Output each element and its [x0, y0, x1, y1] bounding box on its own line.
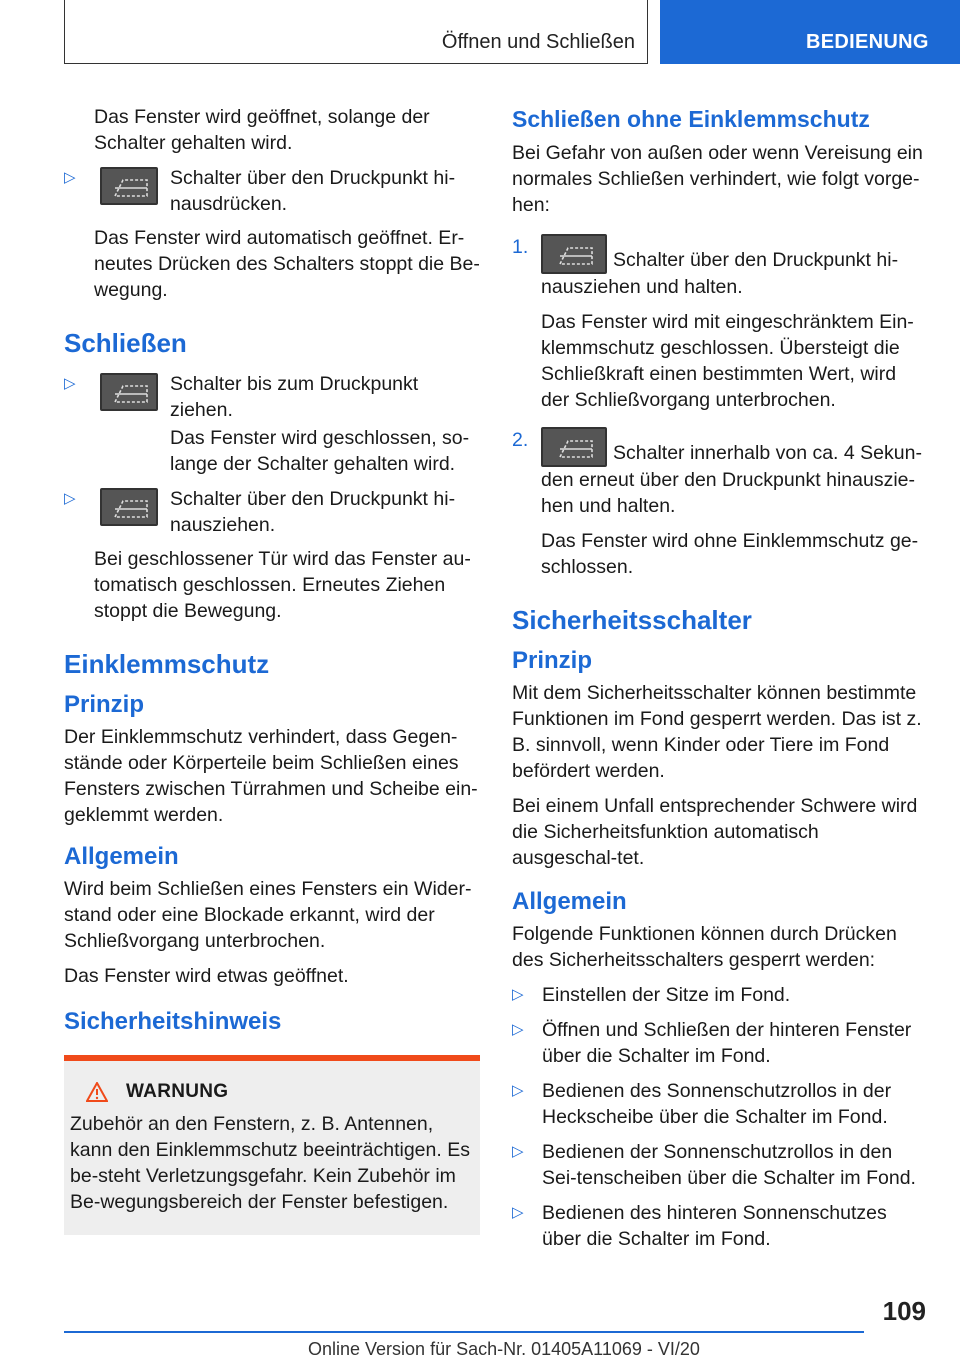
list-item-text: Öffnen und Schließen der hinteren Fenster über die Schalter im Fond. [542, 1019, 912, 1067]
list-item [512, 982, 926, 1008]
list-item-text: Schalter über den Druckpunkt hi‐nausdrücken. [170, 167, 456, 215]
window-switch-icon [100, 488, 158, 526]
warning-label: WARNUNG [126, 1081, 229, 1102]
list-item-text: Schalter über den Druckpunkt hi‐nausziehen. [170, 488, 456, 536]
list-item-close [64, 371, 480, 423]
list-item-text: Einstellen der Sitze im Fond. [542, 984, 791, 1006]
triangle-right-icon: ▷ [64, 375, 76, 392]
heading-safety-switch: Sicherheitsschalter [512, 605, 752, 635]
right-column [512, 104, 926, 1261]
window-switch-icon [541, 427, 607, 467]
principle-right-text-1: Mit dem Sicherheitsschalter können bestimmte Funktionen im Fond gesperrt werden. Das ist z. B. sinnvoll, wenn Kinder oder Tiere im Fond befördert werden. [512, 682, 922, 782]
step-number: 2. [512, 429, 529, 451]
heading-general-right: Allgemein [512, 888, 627, 915]
warning-triangle-icon [86, 1082, 108, 1102]
window-switch-icon [541, 234, 607, 274]
triangle-right-icon: ▷ [512, 1143, 524, 1160]
step-text: Schalter innerhalb von ca. 4 Sekun‐den erneut über den Druckpunkt hinauszie‐hen und halten. [541, 442, 922, 517]
page-number: 109 [882, 1296, 926, 1326]
intro-continuation: Das Fenster wird geöffnet, solange der Schalter gehalten wird. [94, 106, 430, 154]
principle-right-text-2: Bei einem Unfall entsprechender Schwere wird die Sicherheitsfunktion automatisch ausgeschal‐tet. [512, 795, 918, 869]
list-item [512, 1139, 926, 1191]
heading-close-no-pinch: Schließen ohne Einklemmschutz [512, 106, 870, 132]
heading-close: Schließen [64, 328, 187, 358]
window-switch-icon [100, 167, 158, 205]
general-right-intro: Folgende Funktionen können durch Drücken des Sicherheitsschalters gesperrt werden: [512, 923, 897, 971]
warning-box [64, 1055, 480, 1235]
triangle-right-icon: ▷ [512, 1021, 524, 1038]
step-2-desc: Das Fenster wird ohne Einklemmschutz ge‐schlossen. [541, 530, 919, 578]
general-text-2: Das Fenster wird etwas geöffnet. [64, 965, 349, 987]
triangle-right-icon: ▷ [64, 169, 76, 186]
triangle-right-icon: ▷ [512, 986, 524, 1003]
window-switch-icon [100, 373, 158, 411]
heading-pinch-protection: Einklemmschutz [64, 649, 270, 679]
close-auto-desc: Bei geschlossener Tür wird das Fenster au‐tomatisch geschlossen. Erneutes Ziehen stoppt die Bewegung. [94, 548, 471, 622]
heading-general: Allgemein [64, 843, 179, 870]
footer-online-version: Online Version für Sach-Nr. 01405A11069 - VI/20 [308, 1339, 700, 1359]
heading-safety-note: Sicherheitshinweis [64, 1008, 282, 1035]
triangle-right-icon: ▷ [512, 1204, 524, 1221]
list-item-text: Schalter bis zum Druckpunkt ziehen. [170, 373, 419, 421]
step-number: 1. [512, 236, 529, 258]
principle-text: Der Einklemmschutz verhindert, dass Gegen‐stände oder Körperteile beim Schließen eines Fensters zwischen Türrahmen und Scheibe ein‐geklemmt werden. [64, 726, 478, 826]
close-no-pinch-intro: Bei Gefahr von außen oder wenn Vereisung ein normales Schließen verhindert, wie folgt vorge‐hen: [512, 142, 923, 216]
chapter-tab[interactable] [660, 0, 960, 64]
open-auto-desc: Das Fenster wird automatisch geöffnet. Er‐neutes Drücken des Schalters stoppt die Be‐wegung. [94, 227, 480, 301]
list-item [512, 1017, 926, 1069]
list-item-text: Bedienen des Sonnenschutzrollos in der Heckscheibe über die Schalter im Fond. [542, 1080, 892, 1128]
triangle-right-icon: ▷ [64, 490, 76, 507]
triangle-right-icon: ▷ [512, 1082, 524, 1099]
heading-principle: Prinzip [64, 691, 145, 718]
general-text-1: Wird beim Schließen eines Fensters ein Wider‐stand oder eine Blockade erkannt, wird der Schließvorgang unterbrochen. [64, 878, 472, 952]
list-item-text: Bedienen der Sonnenschutzrollos in den Sei‐tenscheiben über die Schalter im Fond. [542, 1141, 916, 1189]
step-1-desc: Das Fenster wird mit eingeschränktem Ein‐klemmschutz geschlossen. Übersteigt die Schließkraft einen bestimmten Wert, wird der Schließvorgang unterbrochen. [541, 311, 914, 411]
footer-divider [64, 1331, 864, 1333]
list-item-open-auto [64, 165, 480, 217]
close-desc-text: Das Fenster wird geschlossen, so‐lange der Schalter gehalten wird. [170, 427, 470, 475]
step-2 [512, 427, 926, 519]
step-text: Schalter über den Druckpunkt hi‐nausziehen und halten. [541, 249, 899, 298]
heading-principle-right: Prinzip [512, 647, 593, 674]
header-title-box [64, 0, 648, 64]
list-item-text: Bedienen des hinteren Sonnenschutzes über die Schalter im Fond. [542, 1202, 887, 1250]
section-title: Öffnen und Schließen [441, 31, 635, 53]
list-item [512, 1078, 926, 1130]
left-column [64, 104, 480, 1235]
list-item [512, 1200, 926, 1252]
list-item-close-auto [64, 486, 480, 538]
warning-header [70, 1079, 470, 1105]
close-desc [64, 425, 480, 477]
step-1 [512, 234, 926, 300]
chapter-tab-label: BEDIENUNG [806, 31, 929, 53]
warning-text: Zubehör an den Fenstern, z. B. Antennen, kann den Einklemmschutz beeinträchtigen. Es be‐steht Verletzungsgefahr. Kein Zubehör im Be‐wegungsbereich der Fenster befestigen. [70, 1113, 470, 1213]
